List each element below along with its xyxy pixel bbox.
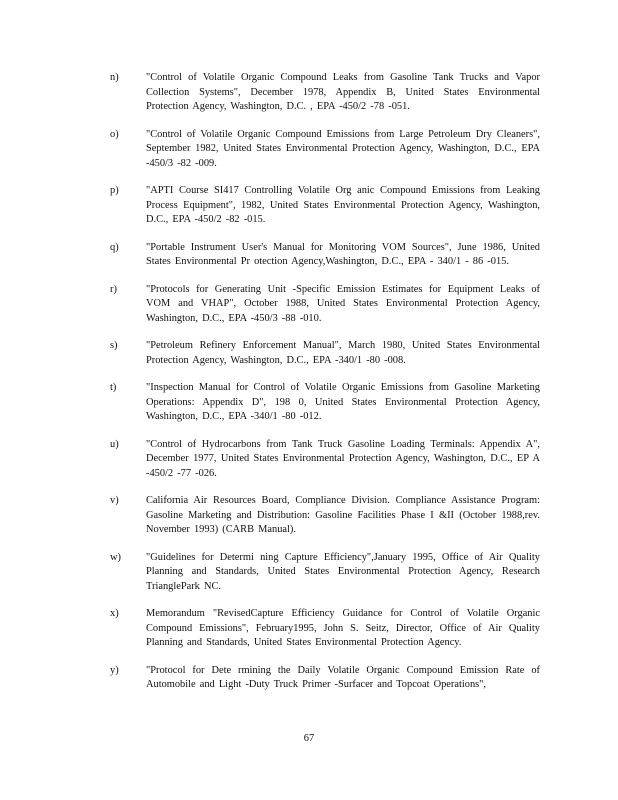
reference-letter: o) <box>110 128 119 140</box>
reference-item-p <box>110 184 540 228</box>
reference-letter: s) <box>110 340 118 351</box>
reference-letter: x) <box>110 608 119 619</box>
reference-text: Memorandum "RevisedCapture Efficiency Guidance for Control of Volatile Organic Compound Emissions", February1995, John S. Seitz, Director, Office of Air Quality Planning and Standards, United States Environmental Protection Agency. <box>146 608 540 648</box>
reference-text: "Guidelines for Determi ning Capture Efficiency",January 1995, Office of Air Quality Planning and Standards, United States Environmental Protection Agency, Research TrianglePark NC. <box>146 551 540 592</box>
reference-letter: y) <box>110 664 119 676</box>
page-number: 67 <box>303 733 315 744</box>
reference-text: "Control of Volatile Organic Compound Leaks from Gasoline Tank Trucks and Vapor Collection Systems", December 1978, Appendix B, United States Environmental Protection Agency, Washington, D.C. , EPA -450/2 -78 -051. <box>146 72 540 112</box>
reference-item-x <box>110 607 540 651</box>
reference-text: "Petroleum Refinery Enforcement Manual", March 1980, United States Environmental Protection Agency, Washington, D.C., EPA -340/1 -80 -008. <box>146 340 540 366</box>
reference-item-q <box>110 241 540 270</box>
reference-letter: w) <box>110 551 121 563</box>
reference-text: "Control of Volatile Organic Compound Emissions from Large Petroleum Dry Cleaners", September 1982, United States Environmental Protection Agency, Washington, D.C., EPA -450/3 -82 -009. <box>146 128 540 169</box>
reference-item-w <box>110 551 540 595</box>
reference-text: "Protocols for Generating Unit -Specific Emission Estimates for Equipment Leaks of VOM and VHAP", October 1988, United States Environmental Protection Agency, Washington, D.C., EPA -450/3 -88 -010. <box>146 283 540 324</box>
reference-item-y <box>110 664 540 693</box>
reference-text: California Air Resources Board, Compliance Division. Compliance Assistance Program: Gasoline Marketing and Distribution: Gasoline Facilities Phase I &II (October 1988,rev. November 1993) (CARB Manual). <box>146 495 540 535</box>
reference-item-u <box>110 438 540 482</box>
reference-item-o <box>110 128 540 172</box>
reference-text: "Portable Instrument User's Manual for Monitoring VOM Sources", June 1986, United States Environmental Pr otection Agency,Washington, D.C., EPA - 340/1 - 86 -015. <box>146 241 540 267</box>
reference-letter: u) <box>110 438 119 450</box>
reference-letter: p) <box>110 185 119 196</box>
reference-item-v <box>110 494 540 538</box>
reference-text: "Protocol for Dete rmining the Daily Volatile Organic Compound Emission Rate of Automobile and Light -Duty Truck Primer -Surfacer and Topcoat Operations", <box>146 664 540 690</box>
reference-text: "APTI Course SI417 Controlling Volatile Org anic Compound Emissions from Leaking Process Equipment", 1982, United States Environmental Protection Agency, Washington, D.C., EPA -450/2 -82 -015. <box>146 185 540 225</box>
reference-letter: n) <box>110 72 119 83</box>
reference-text: "Inspection Manual for Control of Volatile Organic Emissions from Gasoline Marketing Operations: Appendix D", 198 0, United States Environmental Protection Agency, Washington, D.C., EPA -340/1 -80 -012. <box>146 382 540 422</box>
reference-letter: v) <box>110 495 119 506</box>
reference-text: "Control of Hydrocarbons from Tank Truck Gasoline Loading Terminals: Appendix A", December 1977, United States Environmental Protection Agency, Washington, D.C., EP A -450/2 -77 -026. <box>146 438 540 479</box>
reference-letter: q) <box>110 241 119 253</box>
reference-item-s <box>110 339 540 368</box>
reference-item-t <box>110 381 540 425</box>
reference-item-n <box>110 71 540 115</box>
reference-letter: r) <box>110 283 117 295</box>
reference-item-r <box>110 283 540 327</box>
reference-list <box>110 71 540 706</box>
reference-letter: t) <box>110 382 117 393</box>
